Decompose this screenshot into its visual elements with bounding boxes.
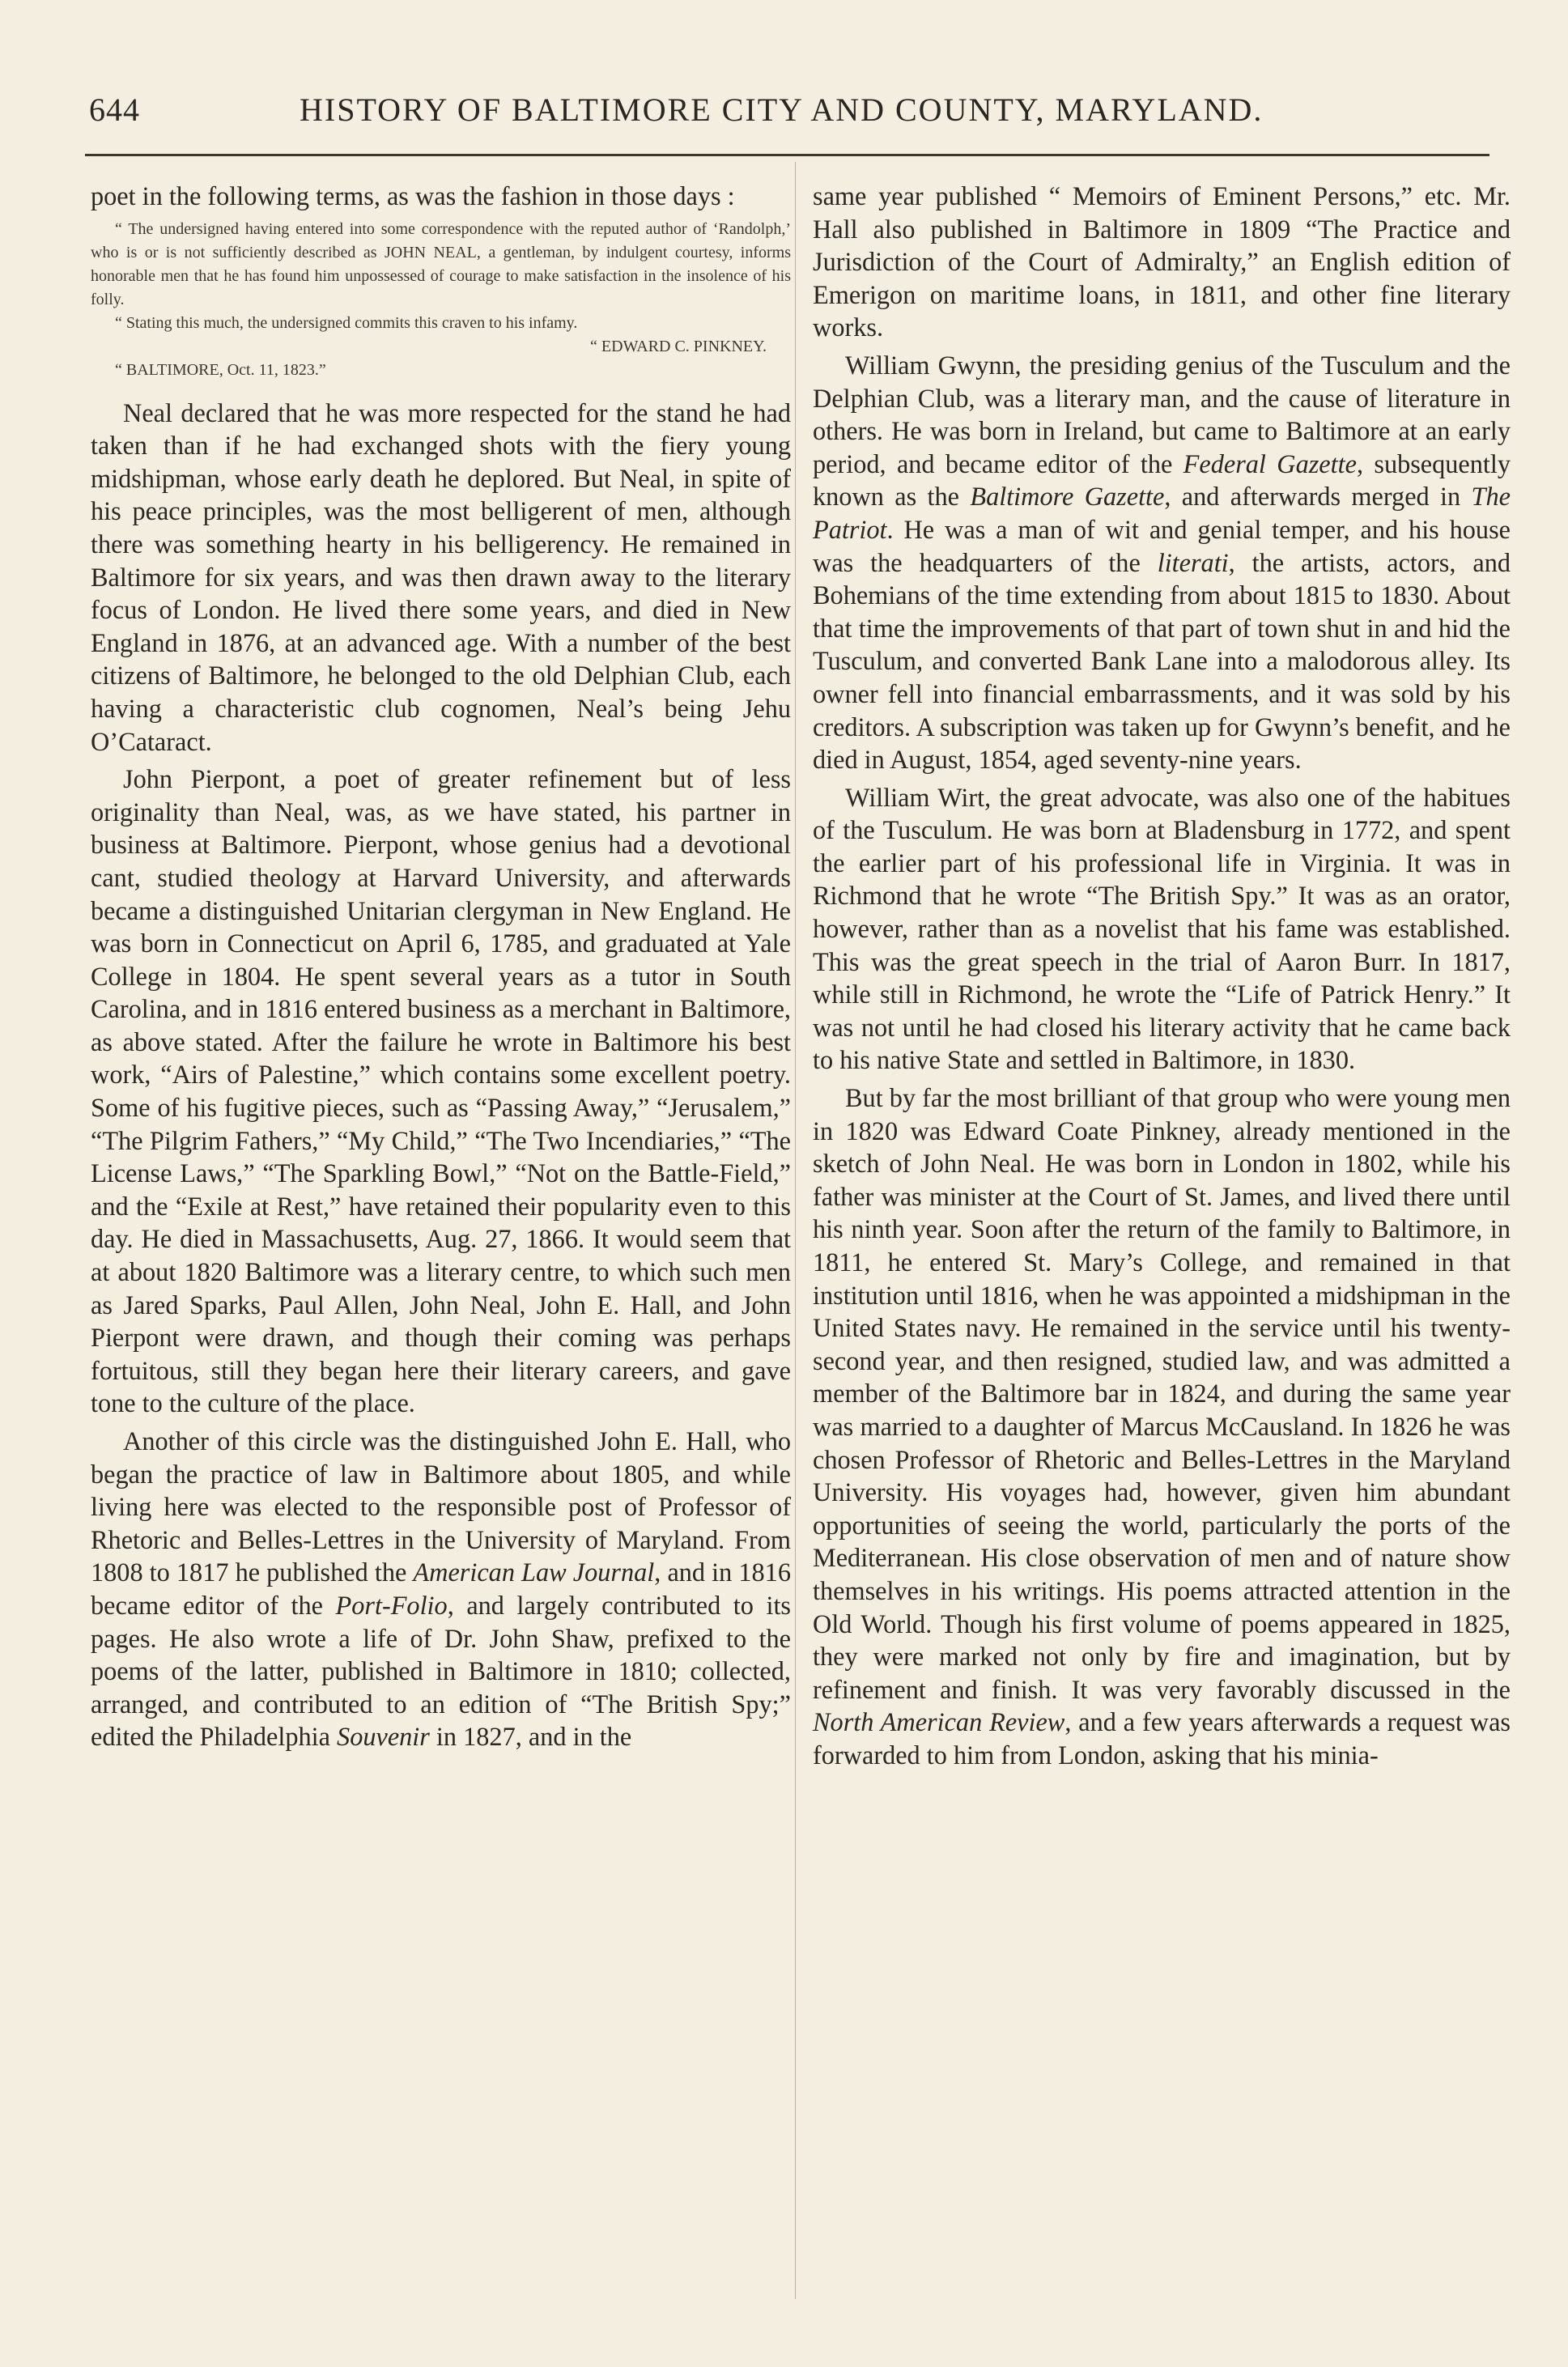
header-rule: [85, 154, 1489, 156]
block-quote: [91, 218, 791, 382]
italic-title: American Law Journal: [413, 1557, 655, 1587]
text-run: . He was a man of wit and genial temper, and his house was the headquarters of the: [813, 514, 1511, 577]
text-run: , and in 1816 became editor of the: [91, 1557, 791, 1620]
page-number: 644: [89, 91, 140, 128]
italic-title: The Patriot: [813, 482, 1511, 544]
column-divider: [795, 162, 796, 2299]
text-run: in 1827, and in the: [429, 1722, 632, 1752]
italic-title: Baltimore Gazette: [970, 482, 1165, 512]
text-run: , and afterwards merged in: [1164, 482, 1472, 512]
paragraph: same year published “ Memoirs of Eminent Persons,” etc. Mr. Hall also published in Baltimore in 1809 “The Practice and Jurisdiction of the Court of Admiralty,” an English edition of Emerigon on maritime loans, in 1811, and other fine literary works.: [813, 181, 1511, 342]
text-run: But by far the most brilliant of that group who were young men in 1820 was Edward Coate Pinkney, already mentioned in the sketch of John Neal. He was born in London in 1802, while his father was minister at the Court of St. James, and lived there until his ninth year. Soon after the return of the family to Baltimore, in 1811, he entered St. Mary’s College, and remained in that institution until 1816, when he was appointed a midshipman in the United States navy. He remained in the service until his twenty-second year, and then resigned, studied law, and was admitted a member of the Baltimore bar in 1824, and during the same year was married to a daughter of Marcus McCausland. In 1826 he was chosen Professor of Rhetoric and Belles-Lettres in the Maryland University. His voyages had, however, given him abundant opportunities of seeing the world, particularly the ports of the Mediterranean. His close observation of men and of nature show themselves in his writings. His poems attracted attention in the Old World. Though his first volume of poems appeared in 1825, they were marked not only by fire and imagination, but by refinement and finish. It was very favorably discussed in the: [813, 1083, 1511, 1704]
italic-title: Federal Gazette: [1183, 448, 1357, 478]
text-run: Another of this circle was the distinguished John E. Hall, who began the practice of law in Baltimore about 1805, and while living here was elected to the responsible post of Professor of Rhetoric and Belles-Lettres in the University of Maryland. From 1808 to 1817 he published the: [91, 1426, 791, 1587]
paragraph: William Wirt, the great advocate, was also one of the habitues of the Tusculum. He was born at Bladensburg in 1772, and spent the earlier part of his professional life in Virginia. It was in Richmond that he wrote “The British Spy.” It was as an orator, however, rather than as a novelist that his fame was established. This was the great speech in the trial of Aaron Burr. In 1817, while still in Richmond, he wrote the “Life of Patrick Henry.” It was not until he had closed his literary activity that he came back to his native State and settled in Baltimore, in 1830.: [813, 782, 1511, 1075]
page-header: [89, 91, 1479, 139]
paragraph: John Pierpont, a poet of greater refinement but of less originality than Neal, was, as we have stated, his partner in business at Baltimore. Pierpont, whose genius had a devotional cant, studied theology at Harvard University, and afterwards became a distinguished Unitarian clergyman in New England. He was born in Connecticut on April 6, 1785, and graduated at Yale College in 1804. He spent several years as a tutor in South Carolina, and in 1816 entered business as a merchant in Baltimore, as above stated. After the failure he wrote in Baltimore his best work, “Airs of Palestine,” which contains some excellent poetry. Some of his fugitive pieces, such as “Passing Away,” “Jerusalem,” “The Pilgrim Fathers,” “My Child,” “The Two Incendiaries,” “The License Laws,” “The Sparkling Bowl,” “Not on the Battle-Field,” and the “Exile at Rest,” have retained their popularity even to this day. He died in Massachusetts, Aug. 27, 1866. It would seem that at about 1820 Baltimore was a literary centre, to which such men as Jared Sparks, Paul Allen, John Neal, John E. Hall, and John Pierpont were drawn, and though their coming was perhaps fortuitous, still they began here their literary careers, and gave tone to the culture of the place.: [91, 764, 791, 1418]
right-column: [813, 180, 1511, 1777]
quote-paragraph: “ The undersigned having entered into some correspondence with the reputed author of ‘Randolph,’ who is or is not sufficiently described as JOHN NEAL, a gentleman, by indulgent courtesy, informs honorable men that he has found him unpossessed of courage to make satisfaction in the insolence of his folly.: [91, 219, 791, 308]
text-run: William Gwynn, the presiding genius of the Tusculum and the Delphian Club, was a literary man, and the cause of literature in others. He was born in Ireland, but came to Baltimore at an early period, and became editor of the: [813, 350, 1511, 478]
italic-title: Port-Folio: [335, 1590, 448, 1620]
quote-dateline: “ BALTIMORE, Oct. 11, 1823.”: [115, 360, 326, 379]
paragraph: [813, 1082, 1511, 1771]
italic-term: literati: [1157, 547, 1229, 577]
paragraph: [813, 349, 1511, 776]
italic-title: North American Review: [813, 1707, 1065, 1737]
italic-title: Souvenir: [337, 1722, 430, 1752]
paragraph: [91, 1425, 791, 1753]
text-run: , the artists, actors, and Bohemians of the time extending from about 1815 to 1830. About that time the improvements of that part of town shut in and hid the Tusculum, and converted Bank Lane into a malodorous alley. Its owner fell into financial embarrassments, and it was sold by his creditors. A subscription was taken up for Gwynn’s benefit, and he died in August, 1854, aged seventy-nine years.: [813, 547, 1511, 775]
text-run: , and a few years afterwards a request was forwarded to him from London, asking that his minia-: [813, 1707, 1511, 1770]
text-run: , subsequently known as the: [813, 448, 1511, 512]
quote-paragraph: “ Stating this much, the undersigned commits this craven to his infamy.: [115, 313, 578, 332]
paragraph: Neal declared that he was more respected for the stand he had taken than if he had exchanged shots with the fiery young midshipman, whose early death he deplored. But Neal, in spite of his peace principles, was the most belligerent of men, although there was something hearty in his belligerency. He remained in Baltimore for six years, and was then drawn away to the literary focus of London. He lived there some years, and died in New England in 1876, at an advanced age. With a number of the best citizens of Baltimore, he belonged to the old Delphian Club, each having a characteristic club cognomen, Neal’s being Jehu O’Cataract.: [91, 397, 791, 756]
running-title: HISTORY OF BALTIMORE CITY AND COUNTY, MARYLAND.: [300, 91, 1264, 128]
text-run: , and largely contributed to its pages. He also wrote a life of Dr. John Shaw, prefixed to the poems of the latter, published in Baltimore in 1810; collected, arranged, and contributed to an edition of “The British Spy;” edited the Philadelphia: [91, 1590, 791, 1752]
left-column: [91, 180, 791, 1758]
quote-signature: “ EDWARD C. PINKNEY.: [590, 337, 767, 355]
paragraph: poet in the following terms, as was the fashion in those days :: [91, 181, 735, 210]
